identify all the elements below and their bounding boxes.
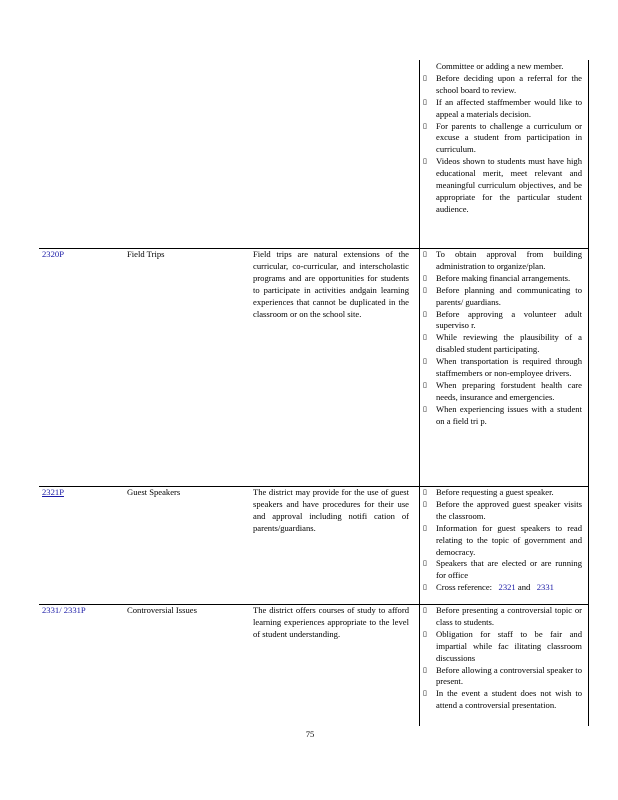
policy-code-link[interactable]: 2320P: [42, 249, 64, 259]
policy-title-cell: Field Trips: [127, 249, 165, 259]
carryover-bullet-cell: [421, 61, 582, 216]
bullet-item: ▯ When preparing forstudent health care needs, insurance and emergencies.: [421, 380, 582, 404]
cross-reference-link[interactable]: 2331: [536, 582, 554, 593]
bullet-item: ▯ Speakers that are elected or are running for office: [421, 558, 582, 582]
bullet-item: ▯ Obligation for staff to be fair and impartial while fac ilitating classroom discussions: [421, 629, 582, 665]
bullet-item: ▯ When transportation is required through staffmembers or non-employee drivers.: [421, 356, 582, 380]
bullet-item: ▯ Before deciding upon a referral for the school board to review.: [421, 73, 582, 97]
cross-reference-item: [421, 582, 582, 594]
policy-code-cell: [42, 249, 122, 261]
bullet-item: ▯ Before presenting a controversial topic or class to students.: [421, 605, 582, 629]
bullet-item: ▯ Videos shown to students must have high educational merit, meet relevant and meaningful curriculum objectives, and be appropriate for the particular student audience.: [421, 156, 582, 216]
bullet-item: ▯ If an affected staffmember would like to appeal a materials decision.: [421, 97, 582, 121]
bullet-item: ▯ While reviewing the plausibility of a disabled student participating.: [421, 332, 582, 356]
bullet-item: ▯ Before making financial arrangements.: [421, 273, 582, 285]
bullet-item: ▯ Before approving a volunteer adult superviso r.: [421, 309, 582, 333]
policy-narrative-cell: The district may provide for the use of guest speakers and have procedures for their use and approval including notifi cation of parents/guardians.: [253, 487, 409, 533]
column-rule-left: [419, 60, 420, 726]
bullet-item: ▯ When experiencing issues with a student on a field tri p.: [421, 404, 582, 428]
bullet-item: ▯ Before allowing a controversial speaker to present.: [421, 665, 582, 689]
policy-narrative-cell: Field trips are natural extensions of the curricular, co-curricular, and interscholastic programs and are opportunities for students to participate in activities andgain learning experiences that cannot be duplicated in the classroom or on the school site.: [253, 249, 409, 319]
bullet-item: ▯ Information for guest speakers to read relating to the topic of government and democracy.: [421, 523, 582, 559]
page-number: 75: [305, 729, 315, 739]
policy-title-cell: Controversial Issues: [127, 605, 197, 615]
cross-reference-label: Cross reference:: [436, 582, 493, 593]
cross-reference-joiner: and: [517, 582, 531, 593]
bullet-cell: [421, 249, 582, 428]
bullet-item: Committee or adding a new member.: [436, 61, 564, 71]
bullet-item: ▯ Before requesting a guest speaker.: [421, 487, 582, 499]
bullet-item: ▯ In the event a student does not wish to attend a controversial presentation.: [421, 688, 582, 712]
policy-code-link[interactable]: 2331/ 2331P: [42, 605, 86, 615]
policy-title-cell: Guest Speakers: [127, 487, 181, 497]
column-rule-right: [588, 60, 589, 726]
bullet-item: ▯ Before the approved guest speaker visits the classroom.: [421, 499, 582, 523]
bullet-cell: [421, 605, 582, 712]
cross-reference-link[interactable]: 2321: [498, 582, 516, 593]
bullet-item: ▯ For parents to challenge a curriculum or excuse a student from participation in curriculum.: [421, 121, 582, 157]
policy-code-cell: [42, 605, 122, 617]
bullet-item: ▯ Before planning and communicating to parents/ guardians.: [421, 285, 582, 309]
policy-code-link[interactable]: 2321P: [42, 487, 64, 497]
policy-code-cell: [42, 487, 122, 499]
bullet-cell: [421, 487, 582, 594]
policy-narrative-cell: The district offers courses of study to afford learning experiences appropriate to the level of student understanding.: [253, 605, 409, 639]
bullet-item: ▯ To obtain approval from building administration to organize/plan.: [421, 249, 582, 273]
